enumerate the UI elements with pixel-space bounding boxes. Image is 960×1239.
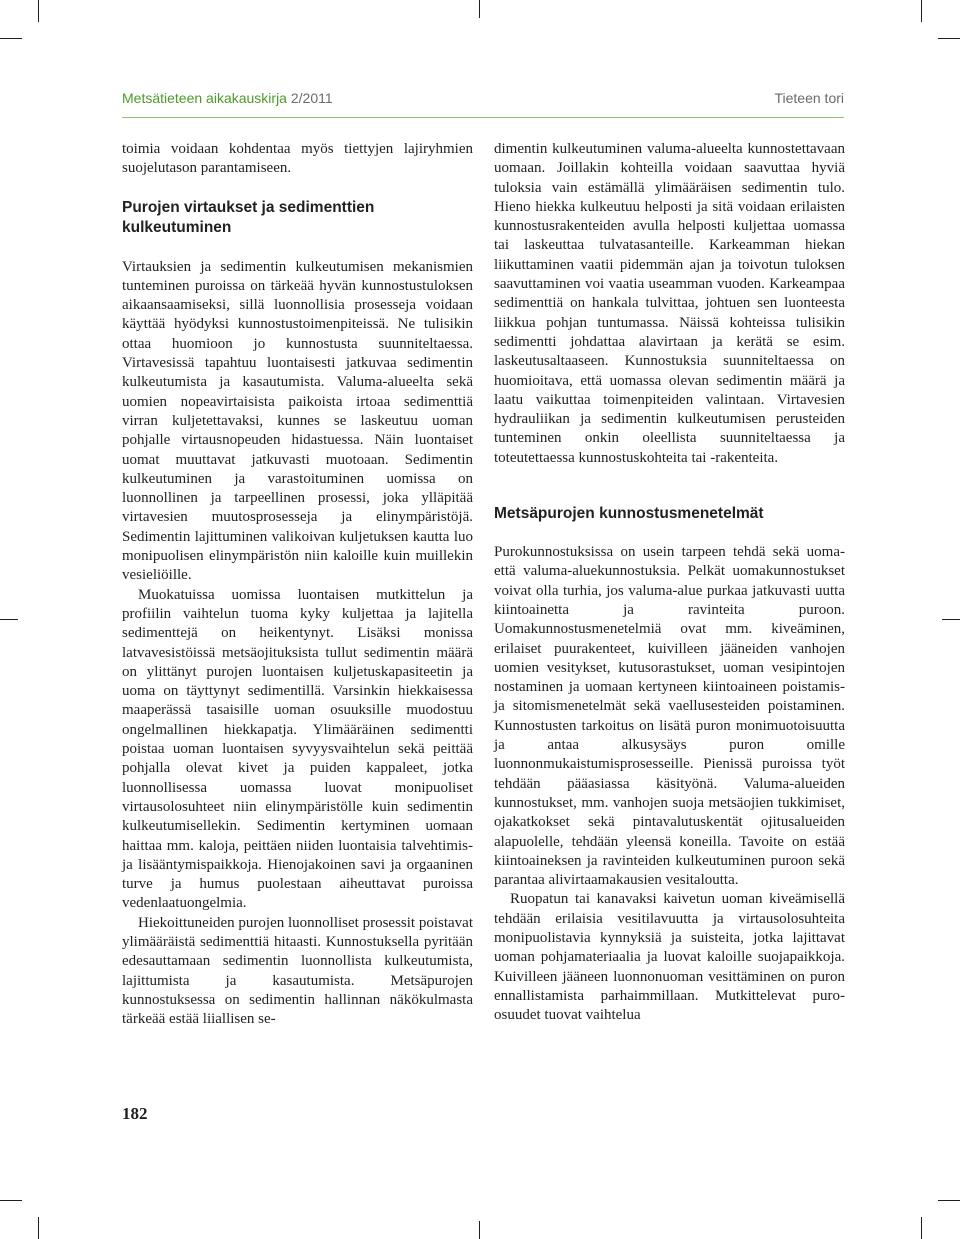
intro-paragraph: toimia voidaan kohdentaa myös tiettyjen lajiryhmien suojelutason parantamiseen. bbox=[122, 141, 473, 177]
body-paragraph: Purokunnostuksissa on usein tarpeen tehdä sekä uoma- että valuma-aluekunnostuksia. Pelkät uomakunnostukset voivat olla turhia, jos valuma-alue purkaa jatkuvasti uutta kiintoainetta ja ravinteita puroon. Uomakunnostusmenetelmiä ovat mm. kiveäminen, erilaiset puurakenteet, kuivilleen jääneiden vanhojen uomien vesitykset, kutusorastukset, uoman vesipintojen nostaminen ja uomaan kertyneen kiintoaineen poistamis- ja sitomismenetelmät sekä vaellusesteiden poistaminen. Kunnostusten tarkoitus on lisätä puron monimuotoisuutta ja antaa alkusysäys puron omille luonnonmukaistumisprosesseille. Pienissä puroissa työt tehdään pääasiassa käsityönä. Valuma-alueiden kunnostukset, mm. vanhojen suoja metsäojien tukkimiset, ojakatkokset sekä pintavalutuskentät ojitusalueiden alapuolelle, tehdään yleensä koneilla. Tavoite on estää kiintoaineksen ja ravinteiden kulkeutuminen puroon sekä parantaa alivirtaamakausien vesitaloutta. bbox=[494, 544, 845, 889]
registration-mark bbox=[479, 1221, 480, 1239]
crop-mark bbox=[38, 1217, 39, 1239]
body-paragraph: Muokatuissa uomissa luontaisen mutkittelun ja profiilin vaihtelun tuoma kyky kuljettaa ja lajitella sedimenttejä on heikentynyt. Lisäksi monissa latvavesistöissä metsäojituksista tullut sedimentin määrä on ylittänyt purojen luontaisen kuljetuskapasiteetin ja uoma on täyttynyt sedimentillä. Varsinkin hiekkaisessa maaperässä tasaisille uoman osuuksille muodostuu ongelmallinen hiekkapatja. Ylimääräinen sedimentti poistaa uoman luontaisen syvyysvaihtelun sekä peittää pohjalla olevat kivet ja puiden kappaleet, jotka luonnollisessa uomassa luovat monipuoliset virtausolosuhteet niin elinympäristölle kuin sedimentin kulkeutumisellekin. Sedimentin kertyminen uomaan haittaa mm. kaloja, peittäen niiden luontaisia talvehtimis- ja lisääntymispaikkoja. Hienojakoinen savi ja orgaaninen turve ja humus puolestaan aiheuttavat puroissa vedenlaatuongelmia. bbox=[122, 586, 473, 912]
page-number: 182 bbox=[122, 1104, 148, 1123]
registration-mark bbox=[0, 619, 18, 620]
header-divider bbox=[122, 117, 844, 118]
crop-mark bbox=[938, 38, 960, 39]
crop-mark bbox=[938, 1200, 960, 1201]
running-header bbox=[122, 90, 844, 114]
crop-mark bbox=[38, 0, 39, 22]
crop-mark bbox=[0, 38, 22, 39]
body-paragraph: Ruopatun tai kanavaksi kaivetun uoman kiveämisellä tehdään erilaisia vesitilavuutta ja virtausolosuhteita monipuolistavia kynnyksiä ja suisteita, jotka lajittavat uoman pohjamateriaalia ja luovat kaloille suojapaikkoja. Kuivilleen jääneen luonnonuoman vesittäminen on puron ennallistamista parhaimmillaan. Mutkittelevat puro-osuudet tuovat vaihtelua bbox=[494, 891, 845, 1024]
body-paragraph: Virtauksien ja sedimentin kulkeutumisen mekanismien tunteminen puroissa on tärkeää hyvän kunnostustuloksen aikaansaamiseksi, sillä luonnollisia prosesseja voidaan käyttää hyödyksi kunnostustoimenpiteissä. Ne tulisikin ottaa huomioon jo kunnostusta suunniteltaessa. Virtavesissä tapahtuu luontaisesti jatkuvaa sedimentin kulkeutumista ja kasautumista. Valuma-alueelta sekä uomien nopeavirtaisista paikoista irtoaa sedimenttiä virran kuljetettavaksi, kunnes se laskeutuu uoman pohjalle virtausnopeuden hidastuessa. Näin luontaiset uomat muuttavat jatkuvasti muotoaan. Sedimentin kulkeutuminen ja varastoituminen uomissa on luonnollinen ja tarpeellinen prosessi, joka ylläpitää virtavesien muutosprosesseja ja elinympäristöjä. Sedimentin lajittuminen valikoivan kuljetuksen kautta luo monipuolisen elinympäristön niin kaloille kuin muillekin vesieliöille. bbox=[122, 258, 473, 584]
crop-mark bbox=[921, 0, 922, 22]
section-name: Tieteen tori bbox=[774, 90, 844, 106]
section-heading: Metsäpurojen kunnostusmenetelmät bbox=[494, 505, 764, 523]
journal-title bbox=[122, 90, 333, 106]
issue-number: 2/2011 bbox=[290, 90, 333, 106]
right-column bbox=[494, 140, 845, 1025]
crop-mark bbox=[921, 1217, 922, 1239]
registration-mark bbox=[942, 619, 960, 620]
registration-mark bbox=[479, 0, 480, 18]
crop-mark bbox=[0, 1200, 22, 1201]
continuation-paragraph: dimentin kulkeutuminen valuma-alueelta kunnostettavaan uomaan. Joillakin kohteilla voidaan saavuttaa hyviä tuloksia vain estämällä ylimääräisen sedimentin tulo. Hieno hiekka kulkeutuu helposti ja sitä voidaan erilaisten kunnostusrakenteiden avulla helposti kuljettaa uomassa tai laskeuttaa tulvatasanteille. Karkeamman hiekan liikuttaminen vaatii pidemmän ajan ja toivotun tuloksen saavuttaminen voi vaatia useamman vuoden. Karkeampaa sedimenttiä on hankala tulvittaa, johtuen sen luonteesta liikkua pohjan tuntumassa. Näissä kohteissa tulisikin sedimentti johdattaa alavirtaan ja kerätä se esim. laskeutusaltaaseen. Kunnostuksia suunniteltaessa on huomioitava, että uomassa olevan sedimentin määrä ja laatu vaikuttaa toimenpiteiden valintaan. Virtavesien hydrauliikan ja sedimentin kulkeutumisen perusteiden tunteminen onkin oleellista suunniteltaessa ja toteutettaessa kunnostuskohteita tai -rakenteita. bbox=[494, 141, 845, 466]
body-paragraph: Hiekoittuneiden purojen luonnolliset prosessit poistavat ylimääräistä sedimenttiä hitaasti. Kunnostuksella pyritään edesauttamaan sedimentin luonnollista kulkeutumista, lajittumista ja kasautumista. Metsäpurojen kunnostuksessa on sedimentin hallinnan näkökulmasta tärkeää estää liiallisen se- bbox=[122, 914, 473, 1028]
section-heading: Purojen virtaukset ja sedimenttien kulkeutuminen bbox=[122, 198, 375, 236]
journal-name: Metsätieteen aikakauskirja bbox=[122, 90, 287, 106]
left-column bbox=[122, 140, 473, 1029]
